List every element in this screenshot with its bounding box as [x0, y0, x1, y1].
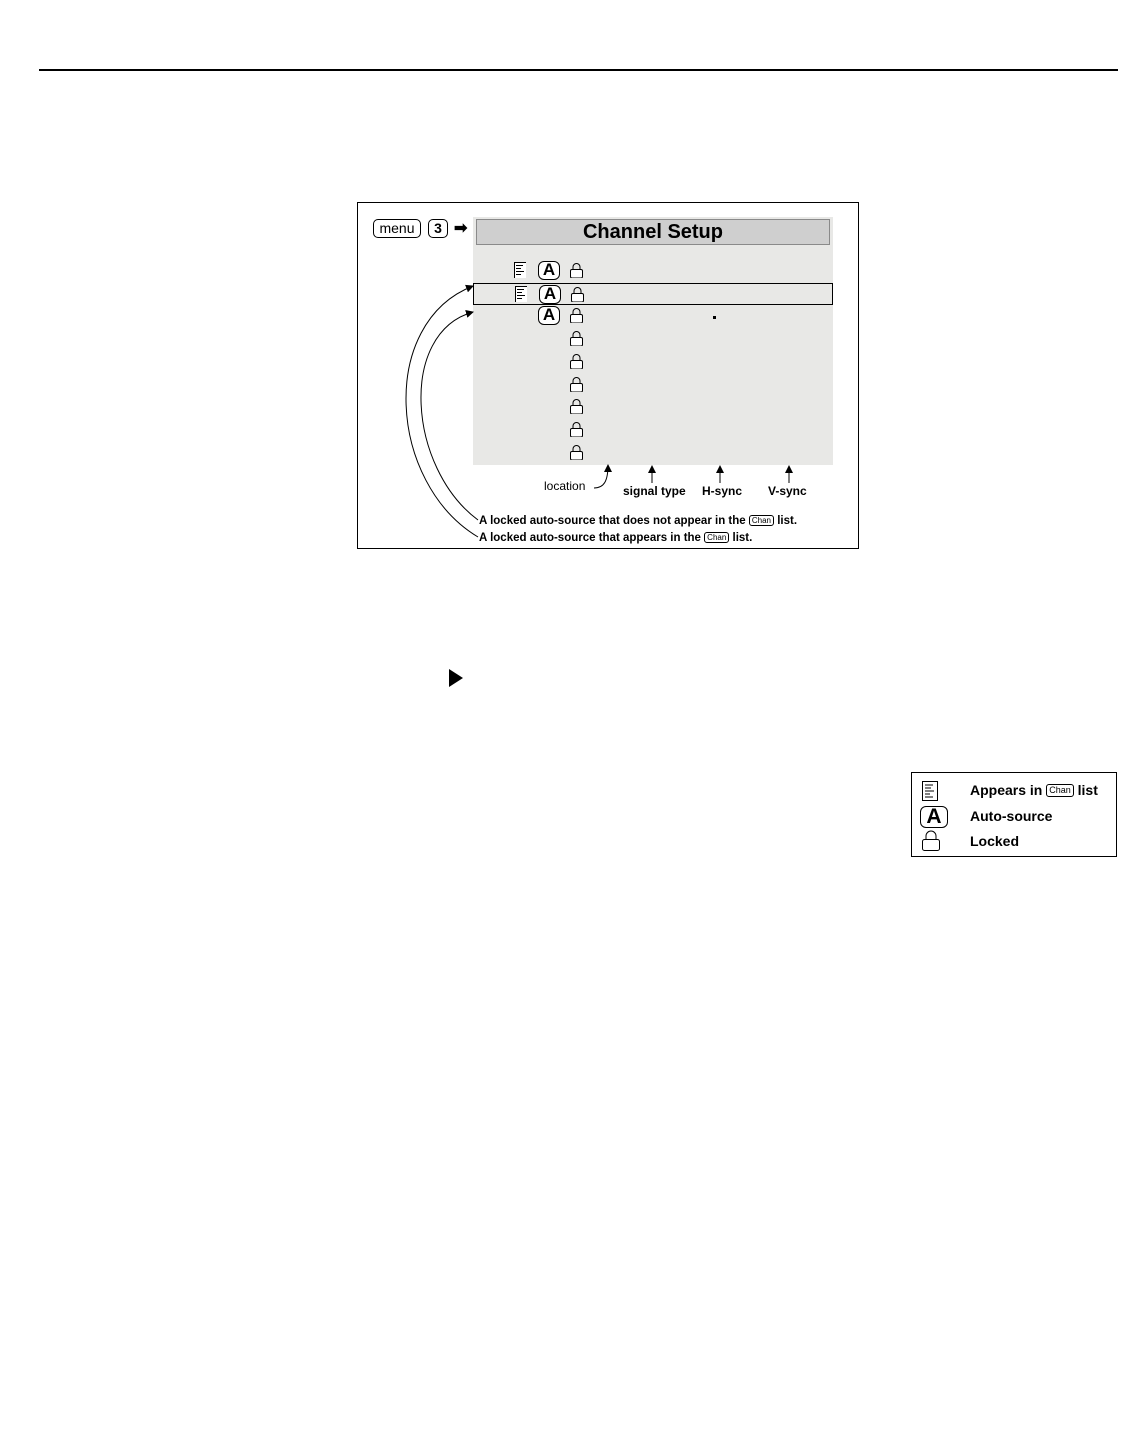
legend-locked — [912, 830, 1112, 854]
legend-appears-label — [970, 782, 1098, 798]
header-rule — [39, 69, 1118, 71]
callout-curve-in-list — [406, 286, 478, 537]
chan-key: Chan — [749, 515, 774, 526]
callout-curve-not-in-list — [421, 312, 478, 520]
key-3: 3 — [428, 219, 448, 238]
callout-arrows — [358, 203, 860, 550]
icon-legend — [911, 772, 1117, 857]
h-sync-label: H-sync — [702, 484, 743, 498]
signal-type-label: signal type — [623, 484, 686, 498]
right-triangle-icon — [449, 669, 463, 687]
location-pointer — [594, 465, 608, 488]
note-text: list. — [732, 532, 753, 544]
lock-icon — [921, 830, 941, 852]
v-sync-label: V-sync — [768, 484, 807, 498]
legend-appears — [912, 779, 1112, 803]
auto-source-icon: A — [539, 285, 561, 304]
menu-title: Channel Setup — [476, 219, 830, 245]
right-arrow-icon: ➡ — [454, 220, 468, 237]
legend-locked-label: Locked — [970, 833, 1020, 849]
menu-key: menu — [373, 219, 421, 238]
list-icon — [922, 781, 938, 801]
chan-key: Chan — [1046, 784, 1074, 797]
location-label: location — [544, 479, 586, 493]
legend-text: Appears in — [970, 782, 1043, 798]
auto-source-icon: A — [920, 806, 948, 828]
channel-setup-figure — [357, 202, 859, 549]
note-text: A locked auto-source that appears in the — [479, 532, 701, 544]
note-text: A locked auto-source that does not appear in the — [479, 515, 746, 527]
legend-auto-label: Auto-source — [970, 808, 1053, 824]
auto-source-icon: A — [538, 261, 560, 280]
chan-key: Chan — [704, 532, 729, 543]
note-text: list. — [777, 515, 798, 527]
auto-source-icon: A — [538, 306, 560, 325]
legend-text: list — [1077, 782, 1098, 798]
legend-auto — [912, 805, 1112, 829]
